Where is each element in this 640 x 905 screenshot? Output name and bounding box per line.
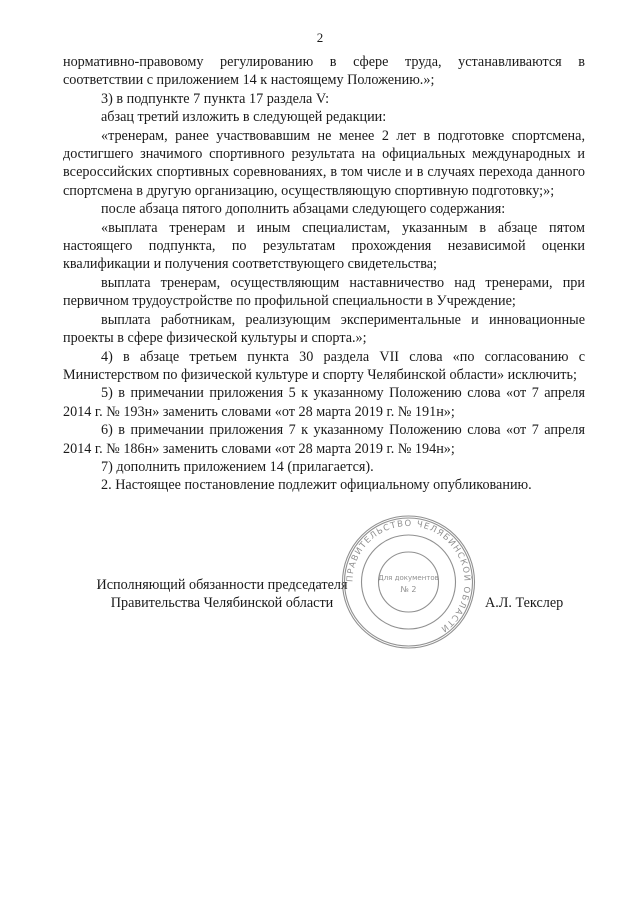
seal-inner-text: Для документов <box>378 574 439 582</box>
paragraph: 2. Настоящее постановление подлежит официальному опубликованию. <box>101 477 532 494</box>
paragraph: абзац третий изложить в следующей редакции: <box>101 109 387 126</box>
signatory-position <box>92 576 352 613</box>
page-number: 2 <box>316 30 324 45</box>
official-seal-stamp <box>336 512 481 652</box>
paragraph: «выплата тренерам и иным специалистам, указанным в абзаце пятом настоящего подпункта, по результатам прохождения независимой оценки квалификации и получения соответствующего свидетельства; <box>63 219 585 273</box>
paragraph: нормативно-правовому регулированию в сфере труда, устанавливаются в соответствии с приложением 14 к настоящему Положению.»; <box>63 54 585 89</box>
paragraph: 6) в примечании приложения 7 к указанному Положению слова «от 7 апреля 2014 г. № 186н» заменить словами «от 28 марта 2019 г. № 194н»; <box>63 422 585 457</box>
signatory-name: А.Л. Текслер <box>485 595 564 611</box>
paragraph: 7) дополнить приложением 14 (прилагается). <box>101 458 374 475</box>
signatory-position-line: Правительства Челябинской области <box>110 595 334 612</box>
paragraph: после абзаца пятого дополнить абзацами следующего содержания: <box>101 201 506 218</box>
document-body <box>63 53 585 495</box>
paragraph: выплата работникам, реализующим экспериментальные и инновационные проекты в сфере физической культуры и спорта.»; <box>63 311 585 347</box>
paragraph: 5) в примечании приложения 5 к указанному Положению слова «от 7 апреля 2014 г. № 193н» заменить словами «от 28 марта 2019 г. № 191н»; <box>63 385 585 420</box>
paragraph: «тренерам, ранее участвовавшим не менее 2 лет в подготовке спортсмена, достигшего значимого спортивного результата на официальных международных и всероссийских спортивных соревнованиях, в том числе и в случаях перехода данного спортсмена в другую организацию, осуществляющую спортивную подготовку;»; <box>63 127 585 199</box>
signatory-position-line: Исполняющий обязанности председателя <box>96 577 348 593</box>
paragraph: выплата тренерам, осуществляющим наставничество над тренерами, при первичном трудоустройстве по профильной специальности в Учреждение; <box>63 274 585 310</box>
paragraph: 3) в подпункте 7 пункта 17 раздела V: <box>101 90 330 107</box>
seal-number: № 2 <box>400 585 417 594</box>
seal-ring-text: ПРАВИТЕЛЬСТВО ЧЕЛЯБИНСКОЙ ОБЛАСТИ <box>345 518 472 635</box>
paragraph: 4) в абзаце третьем пункта 30 раздела VII слова «по согласованию с Министерством по физической культуре и спорту Челябинской области» исключить; <box>63 348 585 383</box>
